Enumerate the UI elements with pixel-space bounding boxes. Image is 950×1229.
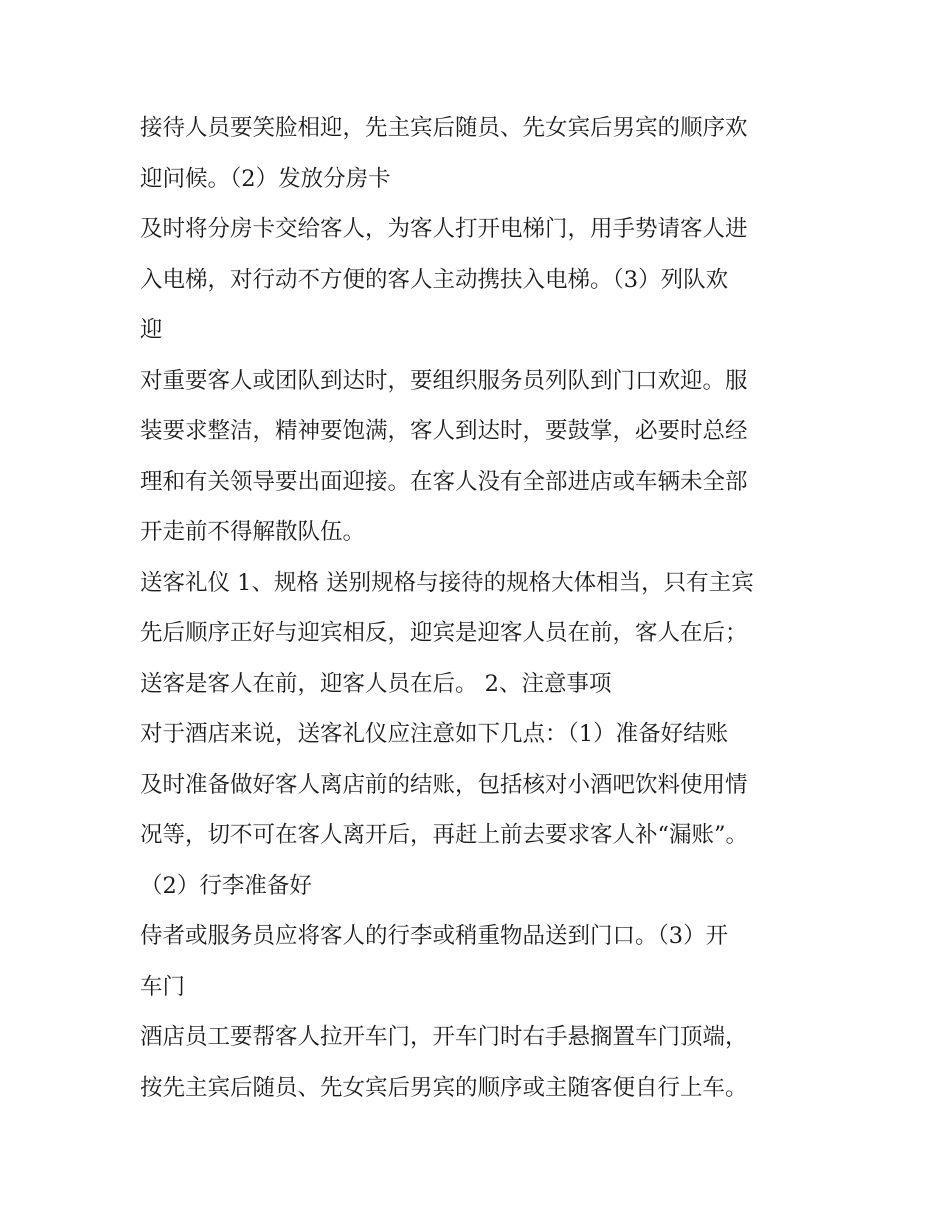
text-line-10: 送客礼仪 1、规格 送别规格与接待的规格大体相当，只有主宾 xyxy=(140,570,754,596)
text-line-12: 送客是客人在前，迎客人员在后。 2、注意事项 xyxy=(140,671,612,697)
text-line-8: 理和有关领导要出面迎接。在客人没有全部进店或车辆未全部 xyxy=(140,469,748,495)
text-line-2: 迎问候。（2）发放分房卡 xyxy=(140,166,391,192)
text-line-15: 况等，切不可在客人离开后，再赶上前去要求客人补“漏账”。 xyxy=(140,822,749,848)
text-line-11: 先后顺序正好与迎宾相反，迎宾是迎客人员在前，客人在后； xyxy=(140,620,748,646)
text-line-13: 对于酒店来说，送客礼仪应注意如下几点：（1）准备好结账 xyxy=(140,721,729,747)
text-line-7: 装要求整洁，精神要饱满，客人到达时，要鼓掌，必要时总经 xyxy=(140,418,748,444)
text-line-18: 车门 xyxy=(140,974,186,1000)
text-line-1: 接待人员要笑脸相迎，先主宾后随员、先女宾后男宾的顺序欢 xyxy=(140,115,748,141)
text-line-6: 对重要客人或团队到达时，要组织服务员列队到门口欢迎。服 xyxy=(140,368,748,394)
text-line-16: （2）行李准备好 xyxy=(140,873,312,899)
text-line-3: 及时将分房卡交给客人，为客人打开电梯门，用手势请客人进 xyxy=(140,216,748,242)
text-line-14: 及时准备做好客人离店前的结账，包括核对小酒吧饮料使用情 xyxy=(140,772,748,798)
text-line-5: 迎 xyxy=(140,317,163,343)
text-line-19: 酒店员工要帮客人拉开车门，开车门时右手悬搁置车门顶端， xyxy=(140,1024,748,1050)
text-line-9: 开走前不得解散队伍。 xyxy=(140,519,366,545)
text-line-4: 入电梯，对行动不方便的客人主动携扶入电梯。（3）列队欢 xyxy=(140,267,729,293)
text-line-17: 侍者或服务员应将客人的行李或稍重物品送到门口。（3）开 xyxy=(140,923,729,949)
text-line-20: 按先主宾后随员、先女宾后男宾的顺序或主随客便自行上车。 xyxy=(140,1075,748,1101)
